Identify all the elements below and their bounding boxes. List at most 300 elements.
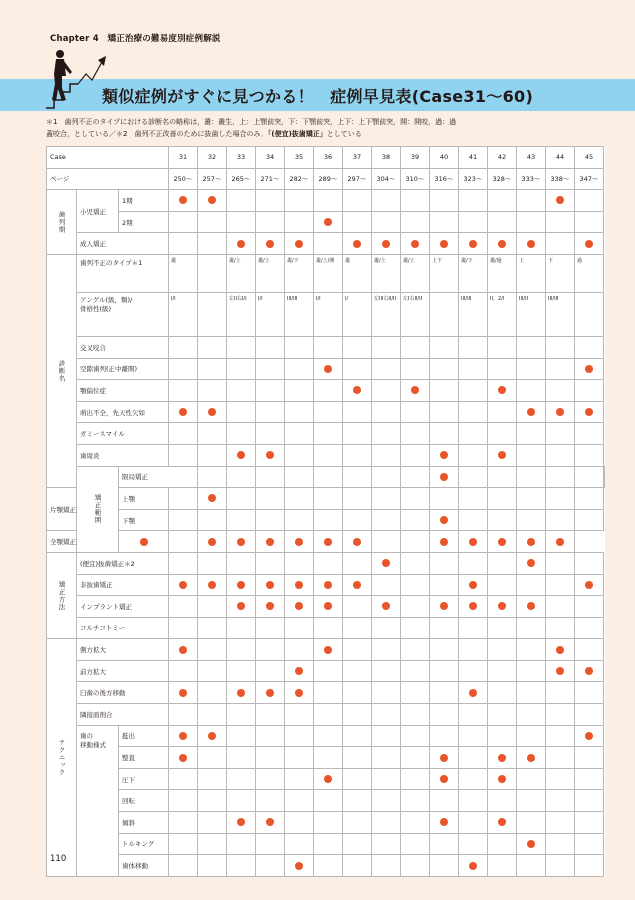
page-ref: 265〜	[227, 168, 256, 190]
mark-cell	[488, 768, 517, 790]
page-ref: 323〜	[459, 168, 488, 190]
mark-cell	[372, 660, 401, 682]
mark-cell	[227, 423, 256, 445]
dot-marker	[353, 240, 361, 248]
dot-marker	[469, 689, 477, 697]
mark-cell	[285, 190, 314, 212]
mark-cell	[546, 725, 575, 747]
mark-cell	[169, 747, 198, 769]
mark-cell	[198, 812, 227, 834]
row-label	[77, 292, 169, 336]
dot-marker	[469, 240, 477, 248]
mark-cell	[343, 488, 372, 510]
mark-cell	[256, 531, 285, 553]
mark-cell	[372, 768, 401, 790]
dot-marker	[556, 667, 564, 675]
case-number: 33	[227, 147, 256, 169]
row-label: トルキング	[119, 833, 169, 855]
mark-cell	[169, 401, 198, 423]
dot-marker	[324, 581, 332, 589]
dot-marker	[324, 218, 332, 226]
mark-cell	[227, 466, 256, 488]
mark-cell	[227, 488, 256, 510]
mark-cell	[372, 336, 401, 358]
group-label-kyoseihanni: 矯正範囲	[77, 466, 119, 552]
text-cell: II，2/I	[488, 292, 517, 336]
footnote	[46, 116, 596, 140]
dot-marker	[382, 602, 390, 610]
mark-cell	[227, 790, 256, 812]
dot-marker	[295, 689, 303, 697]
mark-cell	[546, 336, 575, 358]
mark-cell	[198, 725, 227, 747]
mark-cell	[198, 358, 227, 380]
mark-cell	[372, 233, 401, 255]
mark-cell	[517, 790, 546, 812]
row-label: 下顎	[119, 509, 169, 531]
mark-cell	[372, 747, 401, 769]
dot-marker	[208, 732, 216, 740]
mark-cell	[459, 380, 488, 402]
mark-cell	[169, 574, 198, 596]
mark-cell	[430, 596, 459, 618]
text-cell: 上下	[430, 254, 459, 292]
mark-cell	[459, 812, 488, 834]
row-label: 2期	[119, 211, 169, 233]
mark-cell	[430, 747, 459, 769]
row-label: 上顎	[119, 488, 169, 510]
row-label: 隣接面削合	[77, 704, 169, 726]
mark-cell	[227, 401, 256, 423]
dot-marker	[527, 840, 535, 848]
text-cell: III/II	[517, 292, 546, 336]
mark-cell	[372, 444, 401, 466]
mark-cell	[198, 552, 227, 574]
dot-marker	[179, 754, 187, 762]
mark-cell	[372, 466, 401, 488]
mark-cell	[198, 444, 227, 466]
mark-cell	[488, 660, 517, 682]
case-number: 39	[401, 147, 430, 169]
mark-cell	[256, 509, 285, 531]
text-cell: 叢/上	[256, 254, 285, 292]
mark-cell	[488, 423, 517, 445]
dot-marker	[237, 451, 245, 459]
mark-cell	[546, 660, 575, 682]
mark-cell	[198, 617, 227, 639]
mark-cell	[169, 682, 198, 704]
dot-marker	[469, 538, 477, 546]
mark-cell	[256, 466, 285, 488]
mark-cell	[459, 574, 488, 596]
mark-cell	[430, 488, 459, 510]
dot-marker	[353, 581, 361, 589]
mark-cell	[256, 812, 285, 834]
mark-cell	[227, 444, 256, 466]
mark-cell	[314, 855, 343, 877]
dot-marker	[266, 240, 274, 248]
mark-cell	[227, 747, 256, 769]
dot-marker	[179, 581, 187, 589]
mark-cell	[314, 660, 343, 682]
dot-marker	[237, 689, 245, 697]
page-ref: 250〜	[169, 168, 198, 190]
mark-cell	[575, 552, 604, 574]
case-number: 31	[169, 147, 198, 169]
mark-cell	[343, 833, 372, 855]
mark-cell	[517, 639, 546, 661]
mark-cell	[227, 336, 256, 358]
mark-cell	[256, 211, 285, 233]
mark-cell	[169, 617, 198, 639]
text-cell: 上	[517, 254, 546, 292]
mark-cell	[459, 211, 488, 233]
mark-cell	[169, 725, 198, 747]
mark-cell	[227, 725, 256, 747]
mark-cell	[517, 704, 546, 726]
text-cell	[198, 292, 227, 336]
text-cell: 叢/上	[401, 254, 430, 292]
mark-cell	[430, 401, 459, 423]
dot-marker	[237, 538, 245, 546]
mark-cell	[401, 790, 430, 812]
mark-cell	[314, 704, 343, 726]
mark-cell	[401, 617, 430, 639]
mark-cell	[488, 682, 517, 704]
text-cell	[430, 292, 459, 336]
mark-cell	[198, 531, 227, 553]
mark-cell	[314, 190, 343, 212]
mark-cell	[575, 660, 604, 682]
mark-cell	[575, 768, 604, 790]
mark-cell	[314, 358, 343, 380]
dot-marker	[237, 602, 245, 610]
mark-cell	[198, 790, 227, 812]
mark-cell	[430, 466, 459, 488]
mark-cell	[459, 682, 488, 704]
mark-cell	[546, 211, 575, 233]
mark-cell	[285, 682, 314, 704]
dot-marker	[382, 559, 390, 567]
mark-cell	[198, 768, 227, 790]
subgroup-label	[77, 725, 119, 876]
case-number: 45	[575, 147, 604, 169]
mark-cell	[575, 509, 604, 531]
mark-cell	[430, 233, 459, 255]
mark-cell	[575, 725, 604, 747]
mark-cell	[227, 358, 256, 380]
dot-marker	[208, 538, 216, 546]
mark-cell	[256, 682, 285, 704]
text-cell	[575, 292, 604, 336]
mark-cell	[459, 509, 488, 531]
mark-cell	[546, 509, 575, 531]
dot-marker	[498, 538, 506, 546]
mark-cell	[575, 423, 604, 445]
mark-cell	[285, 704, 314, 726]
mark-cell	[343, 617, 372, 639]
subgroup-label: 片顎矯正	[47, 488, 77, 531]
dot-marker	[440, 240, 448, 248]
dot-marker	[382, 240, 390, 248]
subgroup-label-line: 移動様式	[80, 740, 106, 749]
row-label: 限局矯正	[119, 466, 198, 488]
mark-cell	[343, 211, 372, 233]
text-cell: III/III	[285, 292, 314, 336]
mark-cell	[401, 833, 430, 855]
dot-marker	[469, 602, 477, 610]
dot-marker	[208, 196, 216, 204]
mark-cell	[517, 596, 546, 618]
mark-cell	[459, 704, 488, 726]
row-label: 歯列不正のタイプ＊1	[77, 254, 169, 292]
row-label: 空隙歯列(正中離開)	[77, 358, 169, 380]
dot-marker	[527, 602, 535, 610]
mark-cell	[198, 704, 227, 726]
mark-cell	[401, 855, 430, 877]
dot-marker	[179, 196, 187, 204]
page-ref: 289〜	[314, 168, 343, 190]
dot-marker	[527, 559, 535, 567]
mark-cell	[546, 444, 575, 466]
dot-marker	[440, 602, 448, 610]
mark-cell	[343, 660, 372, 682]
case-number: 41	[459, 147, 488, 169]
mark-cell	[227, 812, 256, 834]
mark-cell	[285, 509, 314, 531]
dot-marker	[411, 386, 419, 394]
mark-cell	[546, 833, 575, 855]
mark-cell	[459, 233, 488, 255]
mark-cell	[314, 423, 343, 445]
row-label: 前方拡大	[77, 660, 169, 682]
case-number: 37	[343, 147, 372, 169]
mark-cell	[343, 358, 372, 380]
mark-cell	[517, 380, 546, 402]
mark-cell	[517, 488, 546, 510]
mark-cell	[256, 596, 285, 618]
mark-cell	[488, 747, 517, 769]
mark-cell	[198, 747, 227, 769]
dot-marker	[324, 775, 332, 783]
mark-cell	[285, 725, 314, 747]
mark-cell	[198, 423, 227, 445]
dot-marker	[266, 451, 274, 459]
mark-cell	[459, 855, 488, 877]
mark-cell	[459, 531, 488, 553]
dot-marker	[469, 862, 477, 870]
mark-cell	[198, 639, 227, 661]
mark-cell	[517, 768, 546, 790]
mark-cell	[517, 466, 546, 488]
mark-cell	[372, 190, 401, 212]
dot-marker	[440, 754, 448, 762]
mark-cell	[169, 211, 198, 233]
mark-cell	[285, 336, 314, 358]
dot-marker	[295, 538, 303, 546]
row-label: インプラント矯正	[77, 596, 169, 618]
case-number: 36	[314, 147, 343, 169]
text-cell: 過	[575, 254, 604, 292]
text-cell: 左I右II/II	[401, 292, 430, 336]
group-label-shindanmei: 診断名	[47, 254, 77, 487]
row-label: 歯体移動	[119, 855, 169, 877]
mark-cell	[169, 552, 198, 574]
row-label: 成人矯正	[77, 233, 169, 255]
mark-cell	[285, 233, 314, 255]
row-label: 萌出不全，先天性欠如	[77, 401, 169, 423]
mark-cell	[314, 617, 343, 639]
mark-cell	[401, 768, 430, 790]
mark-cell	[198, 401, 227, 423]
mark-cell	[169, 596, 198, 618]
mark-cell	[459, 660, 488, 682]
mark-cell	[314, 639, 343, 661]
dot-marker	[324, 365, 332, 373]
mark-cell	[517, 211, 546, 233]
mark-cell	[459, 336, 488, 358]
group-label-technique: テクニック	[47, 639, 77, 877]
mark-cell	[343, 509, 372, 531]
mark-cell	[372, 704, 401, 726]
mark-cell	[575, 855, 604, 877]
mark-cell	[517, 336, 546, 358]
mark-cell	[401, 233, 430, 255]
mark-cell	[488, 466, 517, 488]
mark-cell	[430, 833, 459, 855]
mark-cell	[227, 768, 256, 790]
mark-cell	[401, 531, 430, 553]
mark-cell	[285, 812, 314, 834]
mark-cell	[314, 444, 343, 466]
mark-cell	[401, 466, 430, 488]
mark-cell	[169, 531, 198, 553]
mark-cell	[227, 704, 256, 726]
mark-cell	[401, 682, 430, 704]
mark-cell	[546, 596, 575, 618]
mark-cell	[285, 211, 314, 233]
page-ref: 310〜	[401, 168, 430, 190]
mark-cell	[546, 617, 575, 639]
text-cell: 左III右II/II	[372, 292, 401, 336]
mark-cell	[575, 704, 604, 726]
mark-cell	[430, 617, 459, 639]
subgroup-label-line: 歯の	[80, 731, 93, 740]
mark-cell	[372, 401, 401, 423]
mark-cell	[343, 552, 372, 574]
mark-cell	[169, 380, 198, 402]
mark-cell	[169, 790, 198, 812]
text-cell: 叢/下	[285, 254, 314, 292]
case-number: 40	[430, 147, 459, 169]
mark-cell	[227, 574, 256, 596]
mark-cell	[372, 423, 401, 445]
mark-cell	[256, 358, 285, 380]
mark-cell	[285, 423, 314, 445]
dot-marker	[556, 646, 564, 654]
mark-cell	[314, 509, 343, 531]
mark-cell	[227, 509, 256, 531]
mark-cell	[285, 552, 314, 574]
mark-cell	[227, 660, 256, 682]
mark-cell	[546, 855, 575, 877]
mark-cell	[343, 531, 372, 553]
mark-cell	[314, 380, 343, 402]
mark-cell	[198, 336, 227, 358]
mark-cell	[488, 336, 517, 358]
mark-cell	[343, 855, 372, 877]
mark-cell	[546, 552, 575, 574]
mark-cell	[314, 233, 343, 255]
dot-marker	[585, 581, 593, 589]
mark-cell	[575, 574, 604, 596]
mark-cell	[401, 488, 430, 510]
mark-cell	[343, 639, 372, 661]
dot-marker	[585, 240, 593, 248]
mark-cell	[546, 790, 575, 812]
row-label: 非抜歯矯正	[77, 574, 169, 596]
mark-cell	[430, 552, 459, 574]
mark-cell	[430, 639, 459, 661]
mark-cell	[256, 660, 285, 682]
dot-marker	[527, 240, 535, 248]
mark-cell	[256, 336, 285, 358]
mark-cell	[459, 617, 488, 639]
mark-cell	[227, 190, 256, 212]
mark-cell	[372, 617, 401, 639]
dot-marker	[585, 408, 593, 416]
row-label: 傾斜	[119, 812, 169, 834]
page-ref: 257〜	[198, 168, 227, 190]
mark-cell	[169, 855, 198, 877]
mark-cell	[517, 617, 546, 639]
case-number: 43	[517, 147, 546, 169]
mark-cell	[343, 190, 372, 212]
mark-cell	[285, 466, 314, 488]
footnote-line-2a: 蓋咬合，としている／＊2 歯列不正改善のために抜歯した場合のみ．	[46, 130, 268, 138]
mark-cell	[285, 488, 314, 510]
mark-cell	[488, 574, 517, 596]
mark-cell	[343, 466, 372, 488]
mark-cell	[343, 401, 372, 423]
mark-cell	[517, 423, 546, 445]
mark-cell	[430, 682, 459, 704]
dot-marker	[498, 818, 506, 826]
mark-cell	[227, 855, 256, 877]
text-cell: 叢/過	[488, 254, 517, 292]
case-number: 42	[488, 147, 517, 169]
mark-cell	[575, 617, 604, 639]
row-label: 回転	[119, 790, 169, 812]
mark-cell	[517, 812, 546, 834]
mark-cell	[459, 790, 488, 812]
mark-cell	[372, 552, 401, 574]
mark-cell	[488, 552, 517, 574]
row-label: 交叉咬合	[77, 336, 169, 358]
mark-cell	[227, 531, 256, 553]
row-label: (便宜)抜歯矯正＊2	[77, 552, 169, 574]
mark-cell	[285, 531, 314, 553]
text-cell: 左II右I/I	[227, 292, 256, 336]
mark-cell	[169, 190, 198, 212]
dot-marker	[556, 408, 564, 416]
mark-cell	[459, 466, 488, 488]
mark-cell	[372, 639, 401, 661]
page-ref: 333〜	[517, 168, 546, 190]
mark-cell	[198, 488, 227, 510]
mark-cell	[285, 855, 314, 877]
footnote-line-2c: としている	[326, 130, 362, 138]
